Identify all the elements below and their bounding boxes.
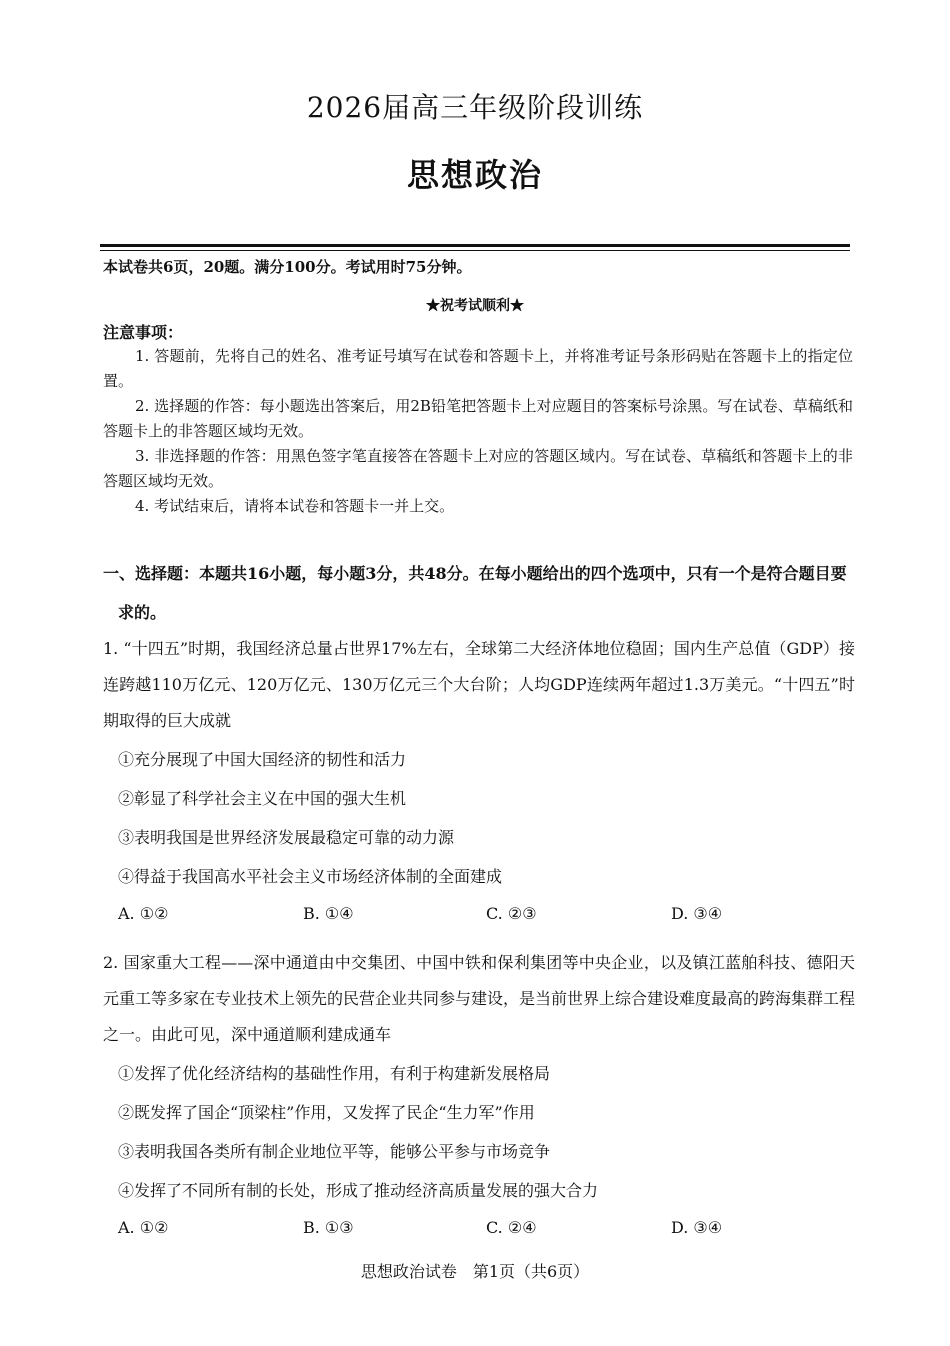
choice-d: D. ③④ [671,1218,723,1237]
subject-title: 思想政治 [406,156,543,194]
statement-option: ④得益于我国高水平社会主义市场经济体制的全面建成 [118,867,503,886]
statement-option: ①充分展现了中国大国经济的韧性和活力 [118,750,407,769]
header-rule-thin [100,250,850,251]
notice-item: 3. 非选择题的作答：用黑色签字笔直接答在答题卡上对应的答题区域内。写在试卷、草稿纸和答题卡上的非答题区域均无效。 [103,447,853,490]
notice-item: 1. 答题前，先将自己的姓名、准考证号填写在试卷和答题卡上，并将准考证号条形码贴在答题卡上的指定位置。 [103,347,853,390]
section-heading-line2: 求的。 [118,603,167,622]
choice-b: B. ①③ [303,1218,354,1237]
statement-option: ④发挥了不同所有制的长处，形成了推动经济高质量发展的强大合力 [118,1181,599,1200]
choice-c: C. ②③ [486,904,537,923]
answer-choices [103,895,855,933]
notice-list [103,344,853,519]
notice-item: 2. 选择题的作答：每小题选出答案后，用2B铅笔把答题卡上对应题目的答案标号涂黑。写在试卷、草稿纸和答题卡上的非答题区域均无效。 [103,397,853,440]
statement-option: ①发挥了优化经济结构的基础性作用，有利于构建新发展格局 [118,1064,551,1083]
exam-info: 本试卷共6页，20题。满分100分。考试用时75分钟。 [103,258,472,276]
choice-b: B. ①④ [303,904,354,923]
question-1 [103,631,855,933]
statement-option: ②既发挥了国企“顶梁柱”作用，又发挥了民企“生力军”作用 [118,1103,535,1122]
statement-option: ③表明我国各类所有制企业地位平等，能够公平参与市场竞争 [118,1142,551,1161]
page-footer: 思想政治试卷 第1页（共6页） [360,1262,590,1281]
question-stem: 2. 国家重大工程——深中通道由中交集团、中国中铁和保利集团等中央企业，以及镇江蓝舶科技、德阳天元重工等多家在专业技术上领先的民营企业共同参与建设，是当前世界上综合建设难度最高的跨海集群工程之一。由此可见，深中通道顺利建成通车 [103,953,856,1044]
question-stem: 1. “十四五”时期，我国经济总量占世界17%左右，全球第二大经济体地位稳固；国内生产总值（GDP）接连跨越110万亿元、120万亿元、130万亿元三个大台阶；人均GDP连续两年超过1.3万美元。“十四五”时期取得的巨大成就 [103,639,855,730]
choice-a: A. ①② [118,1218,169,1237]
notice-item: 4. 考试结束后，请将本试卷和答题卡一并上交。 [135,497,455,515]
header-rule-thick [100,244,850,247]
choice-a: A. ①② [118,904,169,923]
statement-option: ③表明我国是世界经济发展最稳定可靠的动力源 [118,828,455,847]
answer-choices [103,1209,855,1247]
good-luck-banner: ★祝考试顺利★ [426,298,524,314]
choice-d: D. ③④ [671,904,723,923]
statement-option: ②彰显了科学社会主义在中国的强大生机 [118,789,407,808]
choice-c: C. ②④ [486,1218,537,1237]
question-2 [103,945,855,1247]
notice-title: 注意事项： [103,323,184,342]
section-heading [103,556,855,631]
exam-title: 2026届高三年级阶段训练 [306,91,644,124]
section-heading-line1: 一、选择题：本题共16小题，每小题3分，共48分。在每小题给出的四个选项中，只有一个是符合题目要 [103,564,847,583]
